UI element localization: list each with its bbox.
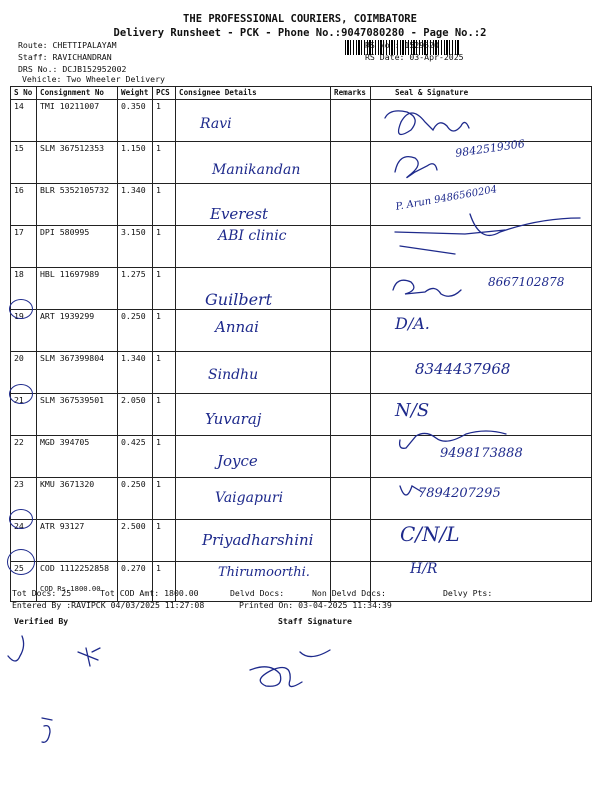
cell-weight: 2.500 [118, 520, 153, 562]
handwritten-consignee: Sindhu [208, 367, 259, 383]
handwritten-seal: N/S [395, 400, 430, 421]
cell-sno: 14 [11, 100, 37, 142]
verifier-mark [8, 636, 24, 661]
cell-sno: 21 [11, 394, 37, 436]
col-weight: Weight [118, 87, 153, 100]
handwritten-seal: 9498173888 [440, 446, 523, 461]
handwritten-seal: P. Arun 9486560204 [394, 184, 498, 213]
signature-row15 [395, 157, 437, 178]
rs-date: RS Date: 03-Apr-2025 [365, 52, 464, 62]
cell-weight: 3.150 [118, 226, 153, 268]
handwritten-consignee: Priyadharshini [202, 531, 314, 549]
cell-weight: 0.350 [118, 100, 153, 142]
route-label: Route: CHETTIPALAYAM [18, 40, 117, 50]
cell-sno: 16 [11, 184, 37, 226]
handwritten-seal: C/N/L [400, 522, 460, 546]
printed-on: Printed On: 03-04-2025 11:34:39 [239, 600, 392, 610]
total-docs: Tot Docs: 25 [12, 588, 72, 598]
cell-consignment: ATR 93127 [37, 520, 118, 562]
cell-sno: 18 [11, 268, 37, 310]
runsheet-subtitle: Delivery Runsheet - PCK - Phone No.:9047080280 - Page No.:2 [113, 27, 487, 39]
staff-signature-label: Staff Signature [278, 616, 352, 626]
cell-consignment: ART 1939299 [37, 310, 118, 352]
cell-weight: 0.250 [118, 478, 153, 520]
entered-by: Entered By :RAVIPCK 04/03/2025 11:27:08 [12, 600, 205, 610]
handwritten-seal: 7894207295 [418, 486, 501, 501]
cell-weight: 1.340 [118, 184, 153, 226]
col-seal: Seal & Signature [371, 87, 592, 100]
company-title: THE PROFESSIONAL COURIERS, COIMBATORE [183, 13, 417, 25]
cell-sno: 15 [11, 142, 37, 184]
handwritten-consignee: Yuvaraj [205, 410, 262, 428]
cell-sno: 20 [11, 352, 37, 394]
handwritten-seal: H/R [410, 561, 438, 577]
handwritten-seal: 9842519306 [454, 137, 526, 160]
delivered-docs: Delvd Docs: [230, 588, 285, 598]
cell-consignment: MGD 394705 [37, 436, 118, 478]
cell-sno: 24 [11, 520, 37, 562]
cell-weight: 0.425 [118, 436, 153, 478]
handwritten-consignee: Guilbert [205, 290, 273, 309]
cell-pcs: 1 [153, 226, 176, 268]
cell-sno: 25 [11, 562, 37, 602]
signature-row22 [400, 431, 506, 448]
cell-consignment: BLR 5352105732 [37, 184, 118, 226]
cell-pcs: 1 [153, 268, 176, 310]
handwritten-consignee: Annai [215, 318, 259, 336]
cell-consignment: HBL 11697989 [37, 268, 118, 310]
delivery-points: Delvy Pts: [443, 588, 493, 598]
cell-pcs: 1 [153, 184, 176, 226]
cell-consignment: DPI 580995 [37, 226, 118, 268]
signature-row14 [385, 111, 469, 135]
cell-pcs: 1 [153, 142, 176, 184]
handwritten-consignee: Ravi [200, 116, 232, 132]
cell-pcs: 1 [153, 394, 176, 436]
margin-mark [42, 718, 52, 742]
cell-pcs: 1 [153, 562, 176, 602]
handwritten-consignee: Everest [210, 205, 269, 223]
cell-consignment: SLM 367399804 [37, 352, 118, 394]
cell-pcs: 1 [153, 436, 176, 478]
col-pcs: PCS [153, 87, 176, 100]
cell-sno: 23 [11, 478, 37, 520]
col-sno: S No [11, 87, 37, 100]
handwritten-seal: 8344437968 [415, 360, 511, 378]
cell-sno: 17 [11, 226, 37, 268]
verifier-initials [78, 648, 100, 666]
cell-weight: 1.275 [118, 268, 153, 310]
consignment-text: COD 1112252858 [40, 563, 110, 573]
total-cod-amount: Tot COD Amt: 1800.00 [100, 588, 199, 598]
signature-row18 [393, 280, 461, 296]
staff-label: Staff: RAVICHANDRAN [18, 52, 112, 62]
vehicle-label: Vehicle: Two Wheeler Delivery [22, 74, 165, 84]
cell-pcs: 1 [153, 478, 176, 520]
handwritten-consignee: Joyce [217, 452, 258, 470]
non-delivered-docs: Non Delvd Docs: [312, 588, 386, 598]
rs-number: RS No.: 1529520 [365, 40, 439, 50]
cell-weight: 1.340 [118, 352, 153, 394]
handwritten-consignee: Vaigapuri [215, 490, 284, 506]
cell-pcs: 1 [153, 100, 176, 142]
signature-row23 [400, 486, 422, 495]
cell-consignment: SLM 367512353 [37, 142, 118, 184]
drs-label: DRS No.: DCJB152952002 [18, 64, 127, 74]
cell-sno: 19 [11, 310, 37, 352]
handwritten-consignee: Manikandan [212, 162, 301, 178]
handwritten-seal: D/A. [395, 314, 430, 333]
cell-consignment: SLM 367539501 [37, 394, 118, 436]
cell-weight: 0.250 [118, 310, 153, 352]
col-consignee: Consignee Details [176, 87, 331, 100]
col-remarks: Remarks [331, 87, 371, 100]
cell-consignment: TMI 10211007 [37, 100, 118, 142]
staff-signature-mark [250, 650, 330, 687]
handwritten-consignee: ABI clinic [218, 228, 287, 244]
signature-row17 [395, 214, 580, 254]
cell-sno: 22 [11, 436, 37, 478]
cell-pcs: 1 [153, 520, 176, 562]
cell-weight: 0.270 [118, 562, 153, 602]
verified-by-label: Verified By [14, 616, 69, 626]
cell-pcs: 1 [153, 352, 176, 394]
cell-pcs: 1 [153, 310, 176, 352]
cell-weight: 1.150 [118, 142, 153, 184]
cell-consignment: KMU 3671320 [37, 478, 118, 520]
handwritten-seal: 8667102878 [488, 275, 565, 289]
col-consignment: Consignment No [37, 87, 118, 100]
cod-amount-note: COD Rs.1800.00 [40, 584, 101, 593]
cell-weight: 2.050 [118, 394, 153, 436]
handwritten-consignee: Thirumoorthi. [218, 565, 310, 580]
